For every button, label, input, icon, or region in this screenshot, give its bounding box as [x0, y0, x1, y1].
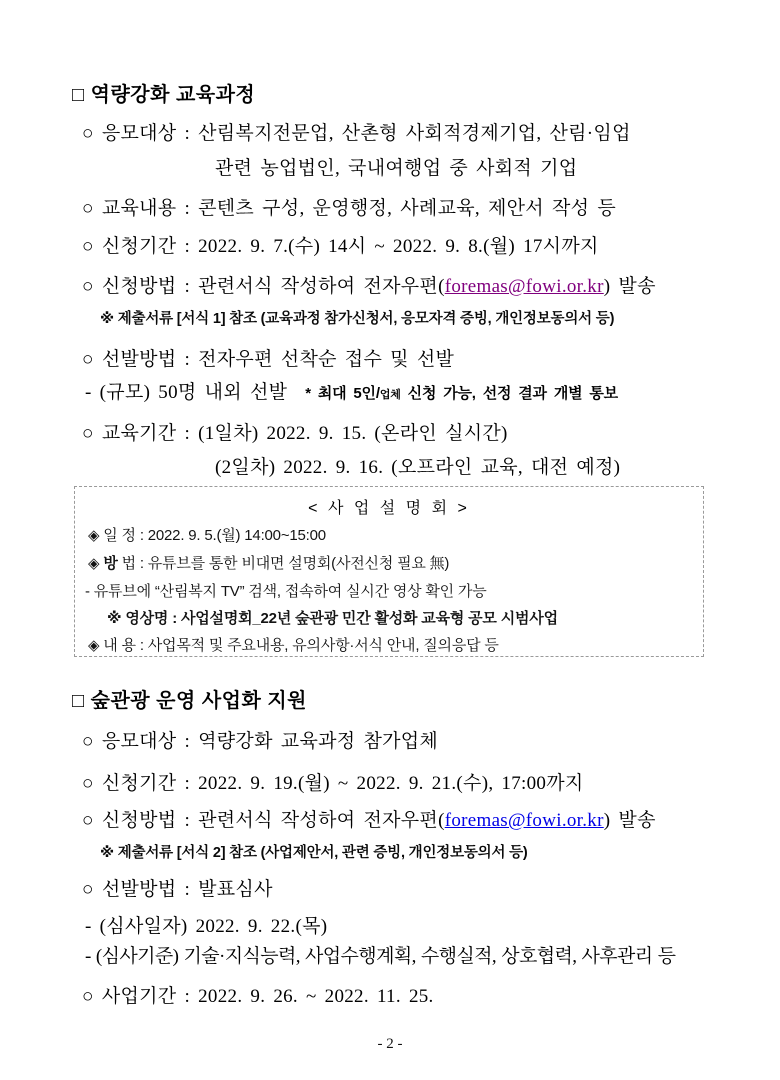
apply-method-prefix-2: ○ 신청방법 : 관련서식 작성하여 전자우편(: [82, 810, 445, 831]
section2-review-criteria-line: - (심사기준) 기술·지식능력, 사업수행계획, 수행실적, 상호협력, 사후관리 등: [85, 946, 676, 967]
briefing-method-bullet: ◈: [88, 555, 104, 572]
section2-apply-method-line: [82, 805, 656, 832]
section1-docs-note: ※ 제출서류 [서식 1] 참조 (교육과정 참가신청서, 응모자격 증빙, 개인정보동의서 등): [100, 311, 615, 327]
page-number: - 2 -: [377, 1036, 403, 1052]
section1-apply-method-line: [82, 271, 656, 298]
section2-biz-period-line: ○ 사업기간 : 2022. 9. 26. ~ 2022. 11. 25.: [82, 986, 434, 1007]
section2-review-date-line: - (심사일자) 2022. 9. 22.(목): [85, 916, 328, 937]
scale-star-rest: 신청 가능, 선정 결과 개별 통보: [400, 385, 618, 402]
email-link[interactable]: foremas@fowi.or.kr: [444, 810, 604, 831]
briefing-box: [74, 486, 704, 657]
briefing-method-bold: 방: [103, 555, 118, 572]
section1-edu-period-line-1: ○ 교육기간 : (1일차) 2022. 9. 15. (온라인 실시간): [82, 423, 508, 444]
briefing-content-line: ◈ 내 용 : 사업목적 및 주요내용, 유의사항·서식 안내, 질의응답 등: [88, 637, 499, 654]
section2-target-line: ○ 응모대상 : 역량강화 교육과정 참가업체: [82, 731, 439, 752]
briefing-method-rest: 법 : 유튜브를 통한 비대면 설명회(사전신청 필요 無): [117, 555, 450, 572]
section1-target-line-1: ○ 응모대상 : 산림복지전문업, 산촌형 사회적경제기업, 산림·임업: [82, 123, 631, 144]
email-link-visited[interactable]: foremas@fowi.or.kr: [444, 276, 604, 297]
section1-target-line-2: 관련 농업법인, 국내여행업 중 사회적 기업: [215, 158, 578, 179]
section1-apply-period-line: ○ 신청기간 : 2022. 9. 7.(수) 14시 ~ 2022. 9. 8.(월) 17시까지: [82, 236, 599, 257]
section1-content-line: ○ 교육내용 : 콘텐츠 구성, 운영행정, 사례교육, 제안서 작성 등: [82, 198, 616, 219]
briefing-schedule-line: ◈ 일 정 : 2022. 9. 5.(월) 14:00~15:00: [88, 527, 326, 544]
section1-heading: □ 역량강화 교육과정: [72, 84, 256, 106]
scale-main: - (규모) 50명 내외 선발: [85, 382, 288, 403]
apply-method-suffix-2: ) 발송: [603, 810, 656, 831]
section2-apply-period-line: ○ 신청기간 : 2022. 9. 19.(월) ~ 2022. 9. 21.(수), 17:00까지: [82, 773, 584, 794]
scale-sub-unit: 업체: [379, 389, 401, 401]
scale-star-note: [305, 385, 618, 402]
section2-heading: □ 숲관광 운영 사업화 지원: [72, 690, 308, 712]
section1-selection-line: ○ 선발방법 : 전자우편 선착순 접수 및 선발: [82, 349, 455, 370]
apply-method-suffix: ) 발송: [603, 276, 656, 297]
scale-star-prefix: * 최대 5인/: [305, 385, 380, 402]
briefing-video-name-line: ※ 영상명 : 사업설명회_22년 숲관광 민간 활성화 교육형 공모 시범사업: [107, 610, 558, 627]
section1-scale-line: [85, 377, 618, 404]
apply-method-prefix: ○ 신청방법 : 관련서식 작성하여 전자우편(: [82, 276, 445, 297]
section2-docs-note: ※ 제출서류 [서식 2] 참조 (사업제안서, 관련 증빙, 개인정보동의서 등): [100, 845, 528, 861]
section1-edu-period-line-2: (2일차) 2022. 9. 16. (오프라인 교육, 대전 예정): [215, 457, 621, 478]
briefing-youtube-line: - 유튜브에 “산림복지 TV” 검색, 접속하여 실시간 영상 확인 가능: [85, 583, 487, 600]
section2-selection-line: ○ 선발방법 : 발표심사: [82, 879, 273, 900]
briefing-method-line: [88, 552, 449, 573]
briefing-title: < 사 업 설 명 회 >: [308, 500, 470, 517]
